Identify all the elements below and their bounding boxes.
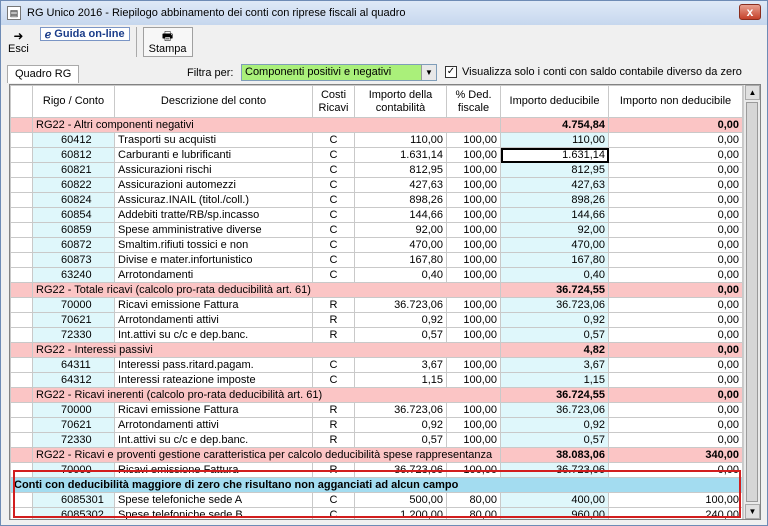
- accounts-grid: [9, 84, 761, 520]
- account-code: 70000: [33, 403, 115, 418]
- group-non-deducibile: 0,00: [609, 343, 743, 358]
- close-button[interactable]: x: [739, 4, 761, 20]
- row-indicator: [11, 238, 33, 253]
- deductible-amount[interactable]: 36.723,06: [501, 298, 609, 313]
- nonzero-checkbox-label: Visualizza solo i conti con saldo contabile diverso da zero: [462, 66, 742, 78]
- accounting-amount: 3,67: [355, 358, 447, 373]
- account-description: Arrotondamenti: [115, 268, 313, 283]
- non-deductible-amount: 240,00: [609, 508, 743, 521]
- account-code: 70000: [33, 298, 115, 313]
- cost-revenue: R: [313, 463, 355, 478]
- deductible-amount[interactable]: 0,92: [501, 418, 609, 433]
- row-indicator: [11, 283, 33, 298]
- non-deductible-amount: 0,00: [609, 208, 743, 223]
- filter-label: Filtra per:: [187, 67, 234, 79]
- account-description: Spese amministrative diverse: [115, 223, 313, 238]
- table-row[interactable]: [11, 133, 743, 148]
- help-label: Guida on-line: [54, 28, 125, 40]
- deductible-amount[interactable]: 1,15: [501, 373, 609, 388]
- deductible-percent: 100,00: [447, 133, 501, 148]
- group-row[interactable]: [11, 448, 743, 463]
- group-label: RG22 - Altri componenti negativi: [33, 118, 501, 133]
- row-indicator: [11, 373, 33, 388]
- deductible-percent: 100,00: [447, 238, 501, 253]
- cost-revenue: C: [313, 163, 355, 178]
- group-non-deducibile: 0,00: [609, 283, 743, 298]
- cost-revenue: C: [313, 493, 355, 508]
- cost-revenue: R: [313, 298, 355, 313]
- accounting-amount: 500,00: [355, 493, 447, 508]
- vertical-scrollbar[interactable]: [743, 85, 760, 519]
- deductible-percent: 100,00: [447, 328, 501, 343]
- table-row[interactable]: [11, 208, 743, 223]
- deductible-amount[interactable]: 470,00: [501, 238, 609, 253]
- account-code: 70000: [33, 463, 115, 478]
- account-code: 63240: [33, 268, 115, 283]
- row-indicator: [11, 388, 33, 403]
- non-deductible-amount: 0,00: [609, 253, 743, 268]
- table-row[interactable]: [11, 493, 743, 508]
- account-code: 60872: [33, 238, 115, 253]
- col-header-rigo[interactable]: Rigo / Conto: [33, 86, 115, 118]
- group-deducibile: 4.754,84: [501, 118, 609, 133]
- scroll-down-icon[interactable]: ▼: [745, 504, 760, 519]
- table-row[interactable]: [11, 298, 743, 313]
- window-title: RG Unico 2016 - Riepilogo abbinamento dei conti con riprese fiscali al quadro: [27, 7, 406, 19]
- accounting-amount: 0,92: [355, 313, 447, 328]
- cost-revenue: C: [313, 133, 355, 148]
- cost-revenue: C: [313, 223, 355, 238]
- deductible-percent: 100,00: [447, 208, 501, 223]
- non-deductible-amount: 0,00: [609, 223, 743, 238]
- col-header-deducibile[interactable]: Importo deducibile: [501, 86, 609, 118]
- cost-revenue: R: [313, 418, 355, 433]
- deductible-percent: 100,00: [447, 268, 501, 283]
- cost-revenue: R: [313, 403, 355, 418]
- accounting-amount: 470,00: [355, 238, 447, 253]
- table-row[interactable]: [11, 463, 743, 478]
- col-header-ded-fiscale[interactable]: % Ded. fiscale: [447, 86, 501, 118]
- row-indicator: [11, 358, 33, 373]
- row-indicator: [11, 268, 33, 283]
- deductible-percent: 100,00: [447, 178, 501, 193]
- row-indicator: [11, 193, 33, 208]
- accounting-amount: 1,15: [355, 373, 447, 388]
- deductible-amount[interactable]: 36.723,06: [501, 463, 609, 478]
- account-description: Divise e mater.infortunistico: [115, 253, 313, 268]
- group-non-deducibile: 340,00: [609, 448, 743, 463]
- toolbar: [3, 27, 193, 59]
- non-deductible-amount: 0,00: [609, 133, 743, 148]
- cost-revenue: R: [313, 433, 355, 448]
- row-indicator: [11, 418, 33, 433]
- cost-revenue: C: [313, 253, 355, 268]
- cost-revenue: C: [313, 193, 355, 208]
- deductible-percent: 100,00: [447, 223, 501, 238]
- non-deductible-amount: 0,00: [609, 193, 743, 208]
- row-indicator: [11, 448, 33, 463]
- accounting-amount: 1.631,14: [355, 148, 447, 163]
- row-indicator: [11, 343, 33, 358]
- tab-row: [7, 65, 79, 83]
- row-indicator: [11, 433, 33, 448]
- group-label: RG22 - Totale ricavi (calcolo pro-rata deducibilità art. 61): [33, 283, 501, 298]
- table-row[interactable]: [11, 253, 743, 268]
- chevron-down-icon[interactable]: ▼: [421, 65, 436, 80]
- printer-icon: 🖶: [161, 29, 174, 43]
- row-indicator-header: [11, 86, 33, 118]
- row-indicator: [11, 163, 33, 178]
- col-header-descrizione[interactable]: Descrizione del conto: [115, 86, 313, 118]
- toolbar-separator: [136, 27, 137, 57]
- exit-label: Esci: [8, 43, 29, 55]
- table-row[interactable]: [11, 238, 743, 253]
- filter-select[interactable]: [241, 64, 437, 81]
- deductible-amount[interactable]: 0,40: [501, 268, 609, 283]
- deductible-percent: 100,00: [447, 433, 501, 448]
- row-indicator: [11, 298, 33, 313]
- table-row[interactable]: [11, 328, 743, 343]
- non-deductible-amount: 0,00: [609, 163, 743, 178]
- group-row[interactable]: [11, 388, 743, 403]
- group-row[interactable]: [11, 343, 743, 358]
- print-label: Stampa: [148, 43, 187, 55]
- deductible-amount[interactable]: 92,00: [501, 223, 609, 238]
- cost-revenue: C: [313, 358, 355, 373]
- accounting-amount: 0,57: [355, 328, 447, 343]
- account-description: Ricavi emissione Fattura: [115, 463, 313, 478]
- deductible-amount[interactable]: 110,00: [501, 133, 609, 148]
- account-code: 60812: [33, 148, 115, 163]
- account-code: 64312: [33, 373, 115, 388]
- account-code: 70621: [33, 313, 115, 328]
- row-indicator: [11, 118, 33, 133]
- group-deducibile: 36.724,55: [501, 388, 609, 403]
- exit-button[interactable]: [3, 27, 34, 57]
- group-row[interactable]: [11, 118, 743, 133]
- table-row[interactable]: [11, 418, 743, 433]
- deductible-percent: 100,00: [447, 313, 501, 328]
- account-description: Assicuraz.INAIL (titol./coll.): [115, 193, 313, 208]
- deductible-percent: 100,00: [447, 463, 501, 478]
- col-header-importo[interactable]: Importo della contabilità: [355, 86, 447, 118]
- accounting-amount: 427,63: [355, 178, 447, 193]
- accounting-amount: 812,95: [355, 163, 447, 178]
- row-indicator: [11, 328, 33, 343]
- account-description: Int.attivi su c/c e dep.banc.: [115, 433, 313, 448]
- deductible-amount[interactable]: 1.631,14: [501, 148, 609, 163]
- account-description: Arrotondamenti attivi: [115, 313, 313, 328]
- cost-revenue: R: [313, 313, 355, 328]
- account-code: 60824: [33, 193, 115, 208]
- row-indicator: [11, 178, 33, 193]
- table-row[interactable]: [11, 373, 743, 388]
- row-indicator: [11, 313, 33, 328]
- account-description: Addebiti tratte/RB/sp.incasso: [115, 208, 313, 223]
- deductible-percent: 80,00: [447, 493, 501, 508]
- group-label: RG22 - Interessi passivi: [33, 343, 501, 358]
- exit-icon: ➜: [13, 29, 24, 43]
- cost-revenue: C: [313, 238, 355, 253]
- deductible-percent: 100,00: [447, 418, 501, 433]
- non-deductible-amount: 0,00: [609, 268, 743, 283]
- non-deductible-amount: 0,00: [609, 373, 743, 388]
- deductible-amount[interactable]: 167,80: [501, 253, 609, 268]
- cost-revenue: C: [313, 148, 355, 163]
- unlinked-group-label: Conti con deducibilità maggiore di zero che risultano non agganciati ad alcun campo: [11, 478, 743, 493]
- table-row[interactable]: [11, 163, 743, 178]
- scroll-thumb[interactable]: [746, 102, 758, 502]
- accounting-amount: 0,57: [355, 433, 447, 448]
- non-deductible-amount: 0,00: [609, 433, 743, 448]
- non-deductible-amount: 0,00: [609, 178, 743, 193]
- account-code: 60822: [33, 178, 115, 193]
- accounting-amount: 110,00: [355, 133, 447, 148]
- accounting-amount: 0,40: [355, 268, 447, 283]
- deductible-amount[interactable]: 0,57: [501, 328, 609, 343]
- deductible-percent: 100,00: [447, 163, 501, 178]
- non-deductible-amount: 100,00: [609, 493, 743, 508]
- account-code: 60412: [33, 133, 115, 148]
- deductible-percent: 100,00: [447, 193, 501, 208]
- deductible-percent: 80,00: [447, 508, 501, 521]
- table-row[interactable]: [11, 433, 743, 448]
- account-description: Smaltim.rifiuti tossici e non: [115, 238, 313, 253]
- non-deductible-amount: 0,00: [609, 463, 743, 478]
- non-deductible-amount: 0,00: [609, 313, 743, 328]
- filter-value: Componenti positivi e negativi: [245, 66, 392, 78]
- account-description: Trasporti su acquisti: [115, 133, 313, 148]
- table-row[interactable]: [11, 223, 743, 238]
- cost-revenue: R: [313, 328, 355, 343]
- account-description: Interessi rateazione imposte: [115, 373, 313, 388]
- deductible-percent: 100,00: [447, 403, 501, 418]
- accounting-amount: 92,00: [355, 223, 447, 238]
- account-code: 6085301: [33, 493, 115, 508]
- accounting-amount: 36.723,06: [355, 298, 447, 313]
- row-indicator: [11, 508, 33, 521]
- account-description: Arrotondamenti attivi: [115, 418, 313, 433]
- non-deductible-amount: 0,00: [609, 358, 743, 373]
- row-indicator: [11, 148, 33, 163]
- deductible-percent: 100,00: [447, 148, 501, 163]
- group-non-deducibile: 0,00: [609, 388, 743, 403]
- account-description: Assicurazioni automezzi: [115, 178, 313, 193]
- col-header-costi-ricavi[interactable]: Costi Ricavi: [313, 86, 355, 118]
- deductible-amount[interactable]: 427,63: [501, 178, 609, 193]
- account-code: 60821: [33, 163, 115, 178]
- cost-revenue: C: [313, 373, 355, 388]
- account-code: 60859: [33, 223, 115, 238]
- non-deductible-amount: 0,00: [609, 403, 743, 418]
- table-row[interactable]: [11, 508, 743, 521]
- account-description: Spese telefoniche sede A: [115, 493, 313, 508]
- help-online-button[interactable]: [40, 27, 130, 41]
- account-code: 60873: [33, 253, 115, 268]
- row-indicator: [11, 463, 33, 478]
- row-indicator: [11, 223, 33, 238]
- print-button[interactable]: [143, 27, 193, 57]
- accounting-amount: 167,80: [355, 253, 447, 268]
- account-code: 6085302: [33, 508, 115, 521]
- cost-revenue: C: [313, 268, 355, 283]
- row-indicator: [11, 208, 33, 223]
- unlinked-group-row: [11, 478, 743, 493]
- deductible-amount[interactable]: 0,57: [501, 433, 609, 448]
- row-indicator: [11, 493, 33, 508]
- cost-revenue: C: [313, 208, 355, 223]
- deductible-amount[interactable]: 144,66: [501, 208, 609, 223]
- group-deducibile: 4,82: [501, 343, 609, 358]
- deductible-amount: 960,00: [501, 508, 609, 521]
- group-label: RG22 - Ricavi inerenti (calcolo pro-rata deducibilità art. 61): [33, 388, 501, 403]
- deductible-percent: 100,00: [447, 358, 501, 373]
- group-deducibile: 36.724,55: [501, 283, 609, 298]
- row-indicator: [11, 253, 33, 268]
- accounting-amount: 1.200,00: [355, 508, 447, 521]
- nonzero-checkbox[interactable]: ✓: [446, 66, 456, 77]
- account-description: Ricavi emissione Fattura: [115, 403, 313, 418]
- table-row[interactable]: [11, 313, 743, 328]
- table-row[interactable]: [11, 403, 743, 418]
- deductible-amount[interactable]: 0,92: [501, 313, 609, 328]
- non-deductible-amount: 0,00: [609, 328, 743, 343]
- non-deductible-amount: 0,00: [609, 148, 743, 163]
- deductible-percent: 100,00: [447, 253, 501, 268]
- accounting-amount: 0,92: [355, 418, 447, 433]
- account-code: 60854: [33, 208, 115, 223]
- title-bar: [1, 1, 767, 25]
- ie-icon: ℯ: [44, 28, 52, 41]
- account-description: Ricavi emissione Fattura: [115, 298, 313, 313]
- accounting-amount: 36.723,06: [355, 463, 447, 478]
- table-row[interactable]: [11, 358, 743, 373]
- deductible-percent: 100,00: [447, 298, 501, 313]
- deductible-amount[interactable]: 898,26: [501, 193, 609, 208]
- table-row[interactable]: [11, 268, 743, 283]
- tab-quadro-rg[interactable]: Quadro RG: [7, 65, 79, 83]
- non-deductible-amount: 0,00: [609, 418, 743, 433]
- accounting-amount: 898,26: [355, 193, 447, 208]
- header-row: [11, 86, 743, 118]
- table-row[interactable]: [11, 148, 743, 163]
- deductible-amount[interactable]: 3,67: [501, 358, 609, 373]
- account-code: 70621: [33, 418, 115, 433]
- account-code: 72330: [33, 328, 115, 343]
- non-deductible-amount: 0,00: [609, 238, 743, 253]
- account-description: Assicurazioni rischi: [115, 163, 313, 178]
- account-code: 72330: [33, 433, 115, 448]
- deductible-amount[interactable]: 36.723,06: [501, 403, 609, 418]
- non-deductible-amount: 0,00: [609, 298, 743, 313]
- accounting-amount: 36.723,06: [355, 403, 447, 418]
- deductible-amount: 400,00: [501, 493, 609, 508]
- cost-revenue: C: [313, 508, 355, 521]
- cost-revenue: C: [313, 178, 355, 193]
- table-row[interactable]: [11, 178, 743, 193]
- account-description: Spese telefoniche sede B: [115, 508, 313, 521]
- deductible-amount[interactable]: 812,95: [501, 163, 609, 178]
- account-description: Interessi pass.ritard.pagam.: [115, 358, 313, 373]
- app-icon: ▤: [7, 6, 21, 20]
- deductible-percent: 100,00: [447, 373, 501, 388]
- accounting-amount: 144,66: [355, 208, 447, 223]
- row-indicator: [11, 133, 33, 148]
- accounts-table: [10, 85, 743, 520]
- account-description: Int.attivi su c/c e dep.banc.: [115, 328, 313, 343]
- scroll-up-icon[interactable]: ▲: [745, 85, 760, 100]
- group-row[interactable]: [11, 283, 743, 298]
- group-label: RG22 - Ricavi e proventi gestione caratteristica per calcolo deducibilità spese rappresentanza: [33, 448, 501, 463]
- table-row[interactable]: [11, 193, 743, 208]
- group-deducibile: 38.083,06: [501, 448, 609, 463]
- group-non-deducibile: 0,00: [609, 118, 743, 133]
- account-code: 64311: [33, 358, 115, 373]
- row-indicator: [11, 403, 33, 418]
- col-header-non-deducibile[interactable]: Importo non deducibile: [609, 86, 743, 118]
- account-description: Carburanti e lubrificanti: [115, 148, 313, 163]
